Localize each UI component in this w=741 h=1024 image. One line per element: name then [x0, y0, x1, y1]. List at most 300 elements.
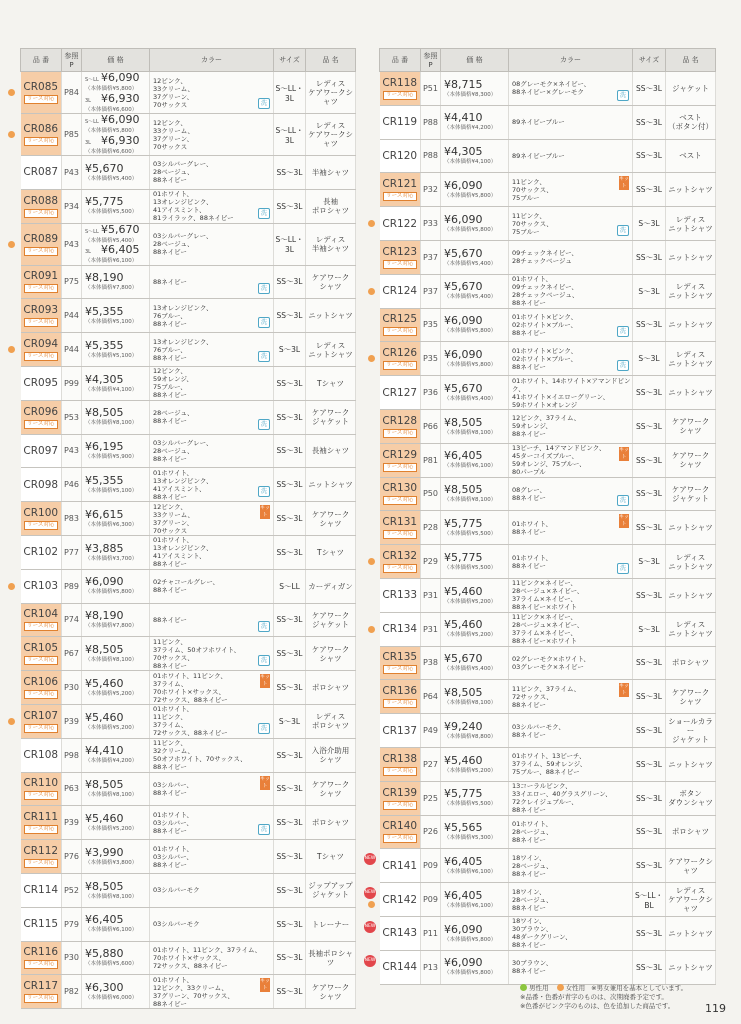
ref-page: P77 [62, 535, 82, 569]
product-code: CR108 [23, 749, 59, 762]
product-name: ニットシャツ [668, 928, 713, 938]
table-row [21, 603, 356, 637]
price-value: ¥5,880 [85, 947, 124, 961]
color-option: 72サックス、88ネイビー [153, 695, 228, 704]
price-value: ¥8,715 [444, 77, 483, 91]
product-name: ケアワーク [311, 272, 350, 282]
size-cell: S～3L [633, 274, 666, 308]
product-code-cell [380, 72, 421, 106]
price-cell [82, 72, 150, 114]
size-cell: S～3L [633, 545, 666, 579]
size-cell: SS～3L [274, 366, 306, 400]
color-option: 28ベージュ×ネイビー、 [512, 587, 584, 596]
price-cell [441, 376, 509, 410]
price-cell [82, 569, 150, 603]
price-value: ¥6,405 [101, 243, 140, 257]
kit-icon: キット [619, 683, 629, 697]
lease-badge: リース対応 [24, 791, 58, 800]
ref-page: P28 [421, 511, 441, 545]
color-option: 03シルバーモク [153, 920, 200, 929]
wash-icon: 洗 [258, 621, 270, 632]
size-cell: SS～3L [274, 907, 306, 941]
product-name-cell [306, 265, 356, 299]
product-name: ジャケット [312, 890, 349, 900]
price-value: ¥5,460 [444, 753, 483, 767]
color-cell [509, 105, 633, 139]
color-option: 88ネイビー [153, 999, 187, 1008]
color-cell [150, 72, 274, 114]
base-price: （本体価格¥8,100） [444, 429, 497, 436]
lease-badge: リース対応 [383, 699, 417, 708]
product-name: 入浴介助用 [311, 746, 350, 756]
base-price: （本体価格¥6,000） [85, 994, 138, 1001]
kit-icon: キット [619, 176, 629, 190]
table-row [21, 535, 356, 569]
product-name: ケアワークシャツ [308, 130, 353, 148]
price-line [85, 813, 149, 826]
color-option: 59オレンジ、 [153, 375, 193, 384]
lease-badge: リース対応 [24, 95, 58, 104]
table-row [21, 223, 356, 265]
color-option: 28ベージュ、 [153, 240, 194, 249]
size-cell: SS～3L [274, 603, 306, 637]
product-code-cell [21, 637, 62, 671]
product-name: ベスト [679, 113, 702, 123]
color-cell [150, 189, 274, 223]
price-line [85, 135, 149, 149]
price-line [444, 957, 508, 970]
size-cell: SS～3L [274, 468, 306, 502]
price-cell [82, 156, 150, 190]
product-code: CR094 [23, 338, 59, 351]
color-cell [150, 704, 274, 738]
color-cell [150, 873, 274, 907]
kit-icon: キット [619, 446, 629, 460]
product-name: ニットシャツ [668, 320, 713, 330]
color-option: 12ピンク、 [153, 118, 187, 127]
product-name-cell [306, 535, 356, 569]
product-name-cell [666, 443, 716, 477]
product-name: シャツ [319, 653, 342, 663]
product-name-cell [306, 434, 356, 468]
product-name-cell [666, 511, 716, 545]
color-option: 88ネイビー [512, 869, 546, 878]
wash-icon: 洗 [617, 326, 629, 337]
header-name: 品 名 [306, 49, 356, 72]
color-option: 01ホワイト×ピンク、 [512, 346, 578, 355]
product-code: CR102 [23, 546, 59, 559]
product-code-cell [380, 274, 421, 308]
female-dot-icon [8, 346, 15, 353]
product-code-cell [380, 139, 421, 173]
product-code-cell [21, 502, 62, 536]
product-name: ニットシャツ [668, 185, 713, 195]
ref-page: P63 [62, 772, 82, 806]
price-line [85, 881, 149, 894]
lease-badge: リース対応 [24, 284, 58, 293]
product-code: CR118 [382, 76, 418, 89]
price-value: ¥8,505 [444, 685, 483, 699]
table-row [21, 569, 356, 603]
product-name: Tシャツ [317, 852, 344, 862]
product-name: ケアワーク [311, 644, 350, 654]
price-cell [441, 747, 509, 781]
product-name: レディス [315, 340, 346, 350]
base-price: （本体価格¥8,100） [444, 497, 497, 504]
product-name: ケアワーク [311, 982, 350, 992]
price-line [85, 272, 149, 285]
female-dot-icon [368, 558, 375, 565]
color-cell [509, 646, 633, 680]
color-option: 03シルバーグレー、 [153, 232, 213, 241]
color-cell [150, 156, 274, 190]
product-name: ニットシャツ [668, 759, 713, 769]
base-price: （本体価格¥7,800） [85, 285, 138, 292]
price-cell [441, 714, 509, 748]
size-cell: SS～3L [633, 849, 666, 883]
product-name: ジャケット [312, 417, 349, 427]
product-code-cell [21, 941, 62, 975]
product-code: CR129 [382, 448, 418, 461]
color-option: 88ネイビー [512, 328, 546, 337]
ref-page: P39 [62, 806, 82, 840]
product-code: CR106 [23, 676, 59, 689]
ref-page: P25 [421, 781, 441, 815]
product-name: 半袖シャツ [311, 167, 350, 177]
product-code-cell [21, 434, 62, 468]
price-value: ¥5,670 [101, 223, 140, 236]
ref-page: P46 [62, 468, 82, 502]
base-price: （本体価格¥5,200） [85, 825, 138, 832]
size-cell: SS～3L [274, 738, 306, 772]
color-option: 88ネイビー×ホワイト [512, 603, 578, 612]
color-option: 03シルバーグレー、 [153, 160, 213, 169]
product-code: CR110 [23, 777, 59, 790]
product-name-cell [306, 772, 356, 806]
product-name: ジャケット [312, 619, 349, 629]
product-code: CR086 [23, 123, 59, 135]
color-cell [509, 376, 633, 410]
new-badge: NEW [364, 853, 376, 865]
color-option: 88ネイビー [153, 788, 187, 797]
product-code: CR141 [382, 859, 418, 872]
table-row [380, 207, 716, 241]
ref-page: P37 [421, 240, 441, 274]
price-value: ¥6,405 [444, 888, 483, 902]
base-price: （本体価格¥5,800） [444, 328, 497, 335]
price-cell [441, 916, 509, 950]
lease-badge: リース対応 [24, 960, 58, 969]
product-code-cell [21, 535, 62, 569]
color-option: 37ライム、50オフホワイト、 [153, 645, 241, 654]
product-code: CR088 [23, 194, 59, 207]
product-code-cell [21, 975, 62, 1009]
lease-badge: リース対応 [24, 137, 58, 146]
price-cell [82, 603, 150, 637]
ref-page: P83 [62, 502, 82, 536]
ref-page: P98 [62, 738, 82, 772]
table-row [380, 342, 716, 376]
product-name: ケアワーク [671, 687, 710, 697]
price-cell [441, 105, 509, 139]
size-cell: S～LL [274, 569, 306, 603]
header-code: 品 番 [21, 49, 62, 72]
color-option: 88ネイビー [512, 561, 546, 570]
product-name-cell [306, 806, 356, 840]
female-dot-icon [8, 89, 15, 96]
base-price: （本体価格¥5,100） [85, 488, 138, 495]
color-option: 88ネイビー [153, 277, 187, 286]
price-value: ¥5,670 [444, 381, 483, 395]
table-row [380, 747, 716, 781]
legend-male: 男性用 [529, 984, 549, 992]
female-dot-icon [8, 583, 15, 590]
color-option: 88ネイビー [153, 417, 187, 426]
product-code-cell [380, 612, 421, 646]
product-name-cell [666, 646, 716, 680]
color-option: 37グリーン、 [153, 92, 194, 101]
price-cell [441, 680, 509, 714]
color-option: 13オレンジピンク、 [153, 337, 213, 346]
product-code-cell [380, 680, 421, 714]
product-code-cell [380, 883, 421, 917]
table-row [380, 105, 716, 139]
table-row [380, 578, 716, 612]
base-price: （本体価格¥5,800） [444, 936, 497, 943]
product-name-cell [306, 502, 356, 536]
product-name: ケアワーク [671, 484, 710, 494]
color-option: 70サックス、 [512, 219, 553, 228]
color-option: 12ピンク、33クリーム、 [153, 983, 228, 992]
color-option: 02ホワイト×ブルー、 [512, 320, 578, 329]
ref-page: P44 [62, 333, 82, 367]
color-cell [509, 747, 633, 781]
table-row [21, 975, 356, 1009]
product-name: ニットシャツ [308, 311, 353, 321]
price-cell [441, 173, 509, 207]
color-option: 88ネイビー [512, 493, 546, 502]
price-cell [82, 366, 150, 400]
base-price: （本体価格¥5,800） [85, 128, 138, 134]
price-value: ¥8,505 [85, 643, 124, 656]
price-line [85, 948, 149, 961]
base-price: （本体価格¥8,800） [444, 733, 497, 740]
product-name-cell [306, 366, 356, 400]
color-option: 70サックス [153, 142, 188, 151]
product-name: シャツ [319, 281, 342, 291]
color-option: 88ネイビー [512, 967, 546, 976]
price-cell [82, 265, 150, 299]
color-option: 88ネイビー [153, 860, 187, 869]
size-cell: S～3L [633, 342, 666, 376]
ref-page: P66 [421, 409, 441, 443]
ref-page: P43 [62, 223, 82, 265]
color-cell [150, 535, 274, 569]
color-option: 03シルバー、 [153, 780, 193, 789]
wash-icon: 洗 [617, 563, 629, 574]
color-option: 41アイスミント、 [153, 206, 206, 215]
base-price: （本体価格¥3,700） [85, 555, 138, 562]
product-name: シャツ [679, 696, 702, 706]
table-row [21, 72, 356, 114]
price-cell [82, 502, 150, 536]
price-line [444, 755, 508, 768]
color-option: 08グレー、 [512, 485, 547, 494]
color-option: 02グレーモク×ホワイト、 [512, 654, 590, 663]
price-line [444, 518, 508, 531]
lease-badge: リース対応 [383, 496, 417, 505]
color-option: 88ネイビー [512, 430, 546, 439]
color-cell [509, 815, 633, 849]
color-option: 37ライム、 [153, 721, 188, 730]
ref-page: P84 [62, 72, 82, 114]
price-line [444, 315, 508, 328]
product-code-cell [21, 840, 62, 874]
table-row [21, 772, 356, 806]
color-cell [509, 612, 633, 646]
kit-icon: キット [260, 674, 270, 688]
table-row [380, 781, 716, 815]
product-name-cell [306, 941, 356, 975]
size-cell: S～3L [274, 333, 306, 367]
product-name: シャツ [319, 991, 342, 1001]
color-option: 70サックス [153, 100, 188, 109]
color-cell [150, 114, 274, 156]
product-code: CR124 [382, 285, 418, 298]
ref-page: P37 [421, 274, 441, 308]
table-row [21, 114, 356, 156]
table-row [380, 612, 716, 646]
product-code-cell [21, 114, 62, 156]
color-option: 88ネイビー [512, 527, 546, 536]
product-name-cell [306, 114, 356, 156]
color-option: 41アイスミント、 [153, 552, 206, 561]
product-name: 長袖ポロシャツ [308, 948, 353, 967]
female-dot-icon [8, 241, 15, 248]
price-cell [82, 299, 150, 333]
female-dot-icon [368, 901, 375, 908]
ref-page: P30 [62, 671, 82, 705]
color-option: 41ホワイト×イエローグリーン、 [512, 392, 610, 401]
price-line [444, 856, 508, 869]
table-row [380, 173, 716, 207]
price-cell [441, 342, 509, 376]
color-cell [509, 308, 633, 342]
size-cell: SS～3L [274, 671, 306, 705]
size-label: S～LL [85, 119, 99, 125]
product-name: ニットシャツ [308, 349, 353, 359]
product-code-cell [380, 308, 421, 342]
price-cell [82, 806, 150, 840]
base-price: （本体価格¥6,300） [85, 521, 138, 528]
table-row [21, 265, 356, 299]
color-option: 45ターコイズブルー、 [512, 452, 578, 461]
color-option: 88ネイビー [512, 362, 546, 371]
size-cell: SS～3L [274, 941, 306, 975]
size-cell: SS～3L [633, 680, 666, 714]
color-option: 28ベージュ×ネイビー、 [512, 621, 584, 630]
price-line [85, 678, 149, 691]
product-name: ニットシャツ [668, 223, 713, 233]
base-price: （本体価格¥5,800） [444, 226, 497, 233]
product-code: CR140 [382, 820, 418, 833]
product-name: ニットシャツ [308, 480, 353, 490]
product-code: CR125 [382, 313, 418, 326]
color-cell [150, 738, 274, 772]
product-name-cell [306, 637, 356, 671]
product-name-cell [306, 738, 356, 772]
product-name-cell [306, 72, 356, 114]
price-cell [82, 941, 150, 975]
ref-page: P27 [421, 747, 441, 781]
product-code-cell [380, 747, 421, 781]
lease-badge: リース対応 [383, 361, 417, 370]
size-cell: SS～3L [633, 477, 666, 511]
wash-icon: 洗 [617, 90, 629, 101]
table-row [21, 366, 356, 400]
color-option: 48ダークグリーン、 [512, 933, 572, 942]
color-cell [509, 781, 633, 815]
table-row [380, 274, 716, 308]
color-option: 01ホワイト、 [512, 553, 552, 562]
female-dot-icon [368, 355, 375, 362]
product-name-cell [666, 747, 716, 781]
product-name-cell [306, 603, 356, 637]
color-option: 18ワイン、 [512, 887, 546, 896]
product-name-cell [666, 781, 716, 815]
price-line [85, 244, 149, 258]
product-name-cell [666, 815, 716, 849]
color-option: 88ネイビー [153, 586, 187, 595]
color-option: 28チェックベージュ、 [512, 291, 579, 300]
price-cell [441, 207, 509, 241]
color-option: 13オレンジピンク、 [153, 303, 213, 312]
size-cell: S～LL・3L [274, 223, 306, 265]
color-cell [509, 173, 633, 207]
color-cell [509, 883, 633, 917]
color-cell [509, 916, 633, 950]
size-cell: SS～3L [274, 434, 306, 468]
size-cell: SS～3L [633, 950, 666, 984]
product-code: CR105 [23, 642, 59, 655]
price-value: ¥5,460 [85, 710, 124, 724]
table-row [380, 409, 716, 443]
header-price: 価 格 [82, 49, 150, 72]
lease-badge: リース対応 [383, 91, 417, 100]
color-option: 59オレンジ、 [512, 422, 552, 431]
product-name: レディス [675, 349, 706, 359]
base-price: （本体価格¥6,100） [444, 868, 497, 875]
product-code-cell [21, 468, 62, 502]
legend [520, 984, 720, 1011]
table-row [380, 545, 716, 579]
product-name: レディス [675, 552, 706, 562]
color-option: 28ベージュ、 [153, 409, 194, 418]
table-row [21, 502, 356, 536]
base-price: （本体価格¥6,100） [85, 927, 138, 934]
price-cell [82, 738, 150, 772]
ref-page: P51 [421, 72, 441, 106]
size-cell: S～3L [274, 704, 306, 738]
color-option: 02ホワイト×ブルー、 [512, 354, 578, 363]
product-name: 半袖シャツ [311, 244, 350, 254]
color-option: 03シルバーモク [153, 886, 200, 895]
price-value: ¥5,565 [444, 821, 483, 835]
price-line [444, 484, 508, 497]
product-code-cell [380, 477, 421, 511]
wash-icon: 洗 [258, 723, 270, 734]
product-name: ニットシャツ [668, 358, 713, 368]
